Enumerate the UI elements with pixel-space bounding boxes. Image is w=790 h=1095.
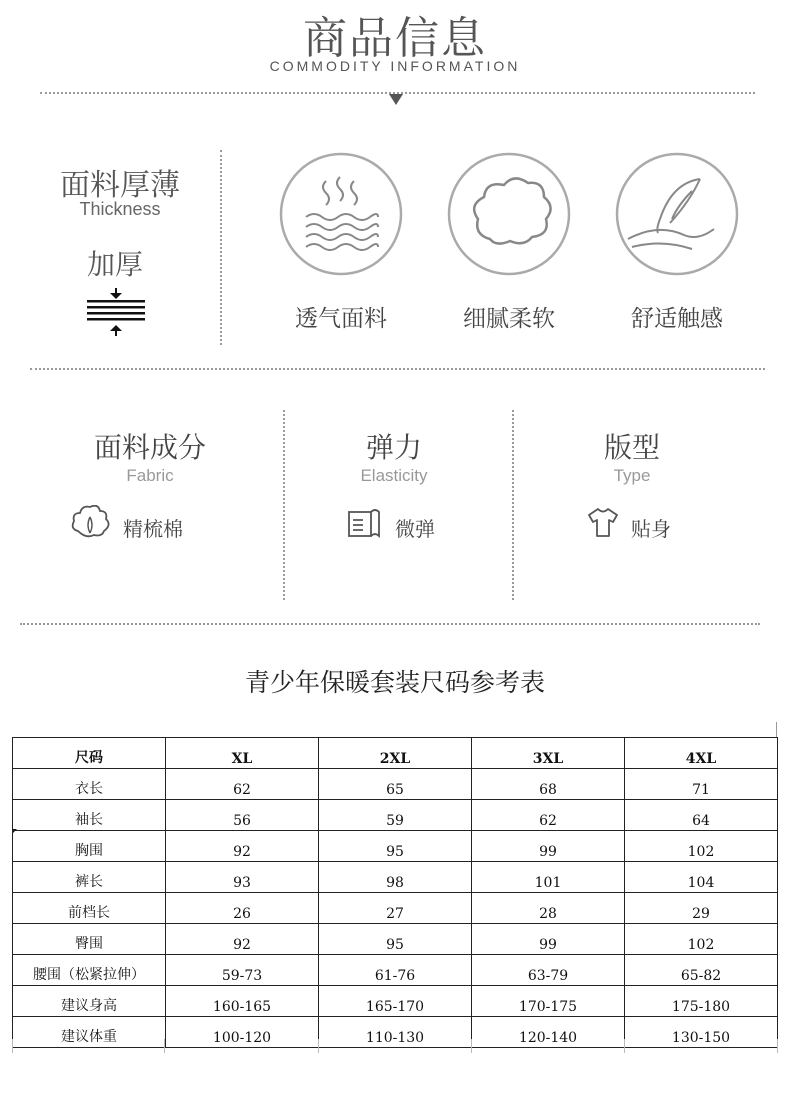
attr-type-en: Type: [613, 466, 651, 485]
thickness-compress-icon: [85, 286, 147, 338]
table-row: [13, 955, 778, 986]
page-title: 商品信息: [303, 13, 487, 64]
table-cell: 71: [625, 769, 778, 800]
table-edge-mark: [777, 1039, 778, 1053]
table-cell: 165-170: [319, 986, 472, 1017]
table-cell: 98: [319, 862, 472, 893]
table-cell: 59: [319, 800, 472, 831]
row-label-cell: 胸围: [13, 831, 166, 862]
table-cell: 28: [472, 893, 625, 924]
table-cell: 92: [166, 831, 319, 862]
page-subtitle: COMMODITY INFORMATION: [269, 58, 521, 74]
section-divider-1: [30, 368, 765, 370]
table-edge-mark: [318, 1039, 319, 1053]
attr-fabric-en: Fabric: [126, 466, 174, 485]
thickness-title-en: Thickness: [79, 199, 161, 219]
tshirt-icon: [587, 506, 619, 538]
attr-elasticity-en: Elasticity: [360, 466, 428, 485]
table-cell: 62: [472, 800, 625, 831]
table-cell: 104: [625, 862, 778, 893]
table-cell: 63-79: [472, 955, 625, 986]
table-cell: 59-73: [166, 955, 319, 986]
thickness-divider: [220, 150, 222, 345]
row-label-cell: 腰围（松紧拉伸）: [13, 955, 166, 986]
table-cell: 62: [166, 769, 319, 800]
table-edge-mark: [12, 1039, 13, 1053]
table-cell: 56: [166, 800, 319, 831]
table-row: [13, 924, 778, 955]
feature-label-soft: 细腻柔软: [463, 306, 555, 332]
table-cell: 120-140: [472, 1017, 625, 1048]
attr-elasticity-title: 弹力: [365, 431, 422, 464]
row-label-cell: 前档长: [13, 893, 166, 924]
table-header-cell: 尺码: [13, 738, 166, 769]
table-cell: 92: [166, 924, 319, 955]
table-header-cell: 2XL: [319, 738, 472, 769]
table-cell: 64: [625, 800, 778, 831]
table-row: [13, 986, 778, 1017]
table-header-cell: 4XL: [625, 738, 778, 769]
table-cell: 130-150: [625, 1017, 778, 1048]
table-cell: 26: [166, 893, 319, 924]
attr-divider-2: [512, 410, 514, 600]
table-edge-mark: [164, 1039, 165, 1053]
table-cell: 61-76: [319, 955, 472, 986]
row-label-cell: 臀围: [13, 924, 166, 955]
table-row: [13, 862, 778, 893]
attr-type-title: 版型: [603, 431, 660, 464]
hand-feather-icon: [614, 151, 740, 277]
table-edge-mark: [624, 1039, 625, 1053]
breathable-waves-icon: [278, 151, 404, 277]
thickness-value: 加厚: [86, 248, 143, 281]
feature-label-comfort: 舒适触感: [631, 306, 723, 332]
table-cell: 110-130: [319, 1017, 472, 1048]
attr-fabric-value: 精梳棉: [123, 517, 183, 541]
row-label-cell: 袖长: [13, 800, 166, 831]
table-cell: 175-180: [625, 986, 778, 1017]
table-cell: 68: [472, 769, 625, 800]
table-edge-mark: [471, 1039, 472, 1053]
table-row: [13, 893, 778, 924]
table-edge-mark: [776, 722, 777, 737]
attr-elasticity-value: 微弹: [395, 517, 435, 541]
attr-fabric-title: 面料成分: [93, 431, 206, 464]
attr-type-value: 贴身: [631, 517, 671, 541]
table-cell: 99: [472, 831, 625, 862]
row-label-cell: 建议体重: [13, 1017, 166, 1048]
table-cell: 102: [625, 831, 778, 862]
section-divider-2: [20, 623, 760, 625]
row-label-cell: 衣长: [13, 769, 166, 800]
feature-label-breathable: 透气面料: [295, 306, 387, 332]
elastic-fabric-icon: [347, 506, 381, 538]
table-row: [13, 769, 778, 800]
down-triangle-icon: [389, 94, 403, 105]
table-cell: 100-120: [166, 1017, 319, 1048]
table-cell: 160-165: [166, 986, 319, 1017]
row-label-cell: 裤长: [13, 862, 166, 893]
table-cell: 95: [319, 924, 472, 955]
table-row: [13, 800, 778, 831]
table-header-cell: 3XL: [472, 738, 625, 769]
cotton-cloud-icon: [446, 151, 572, 277]
table-row: [13, 1017, 778, 1048]
table-cell: 102: [625, 924, 778, 955]
row-label-cell: 建议身高: [13, 986, 166, 1017]
table-cell: 27: [319, 893, 472, 924]
table-cell: 95: [319, 831, 472, 862]
thickness-title: 面料厚薄: [60, 168, 180, 203]
size-table: [12, 737, 778, 1048]
size-table-title: 青少年保暖套装尺码参考表: [244, 668, 545, 697]
table-cell: 29: [625, 893, 778, 924]
table-cell: 99: [472, 924, 625, 955]
table-cell: 170-175: [472, 986, 625, 1017]
cotton-icon: [70, 505, 110, 539]
table-header-cell: XL: [166, 738, 319, 769]
table-cell: 93: [166, 862, 319, 893]
table-row: [13, 831, 778, 862]
table-header-row: [13, 738, 778, 769]
table-cell: 65: [319, 769, 472, 800]
table-cell: 101: [472, 862, 625, 893]
table-cell: 65-82: [625, 955, 778, 986]
